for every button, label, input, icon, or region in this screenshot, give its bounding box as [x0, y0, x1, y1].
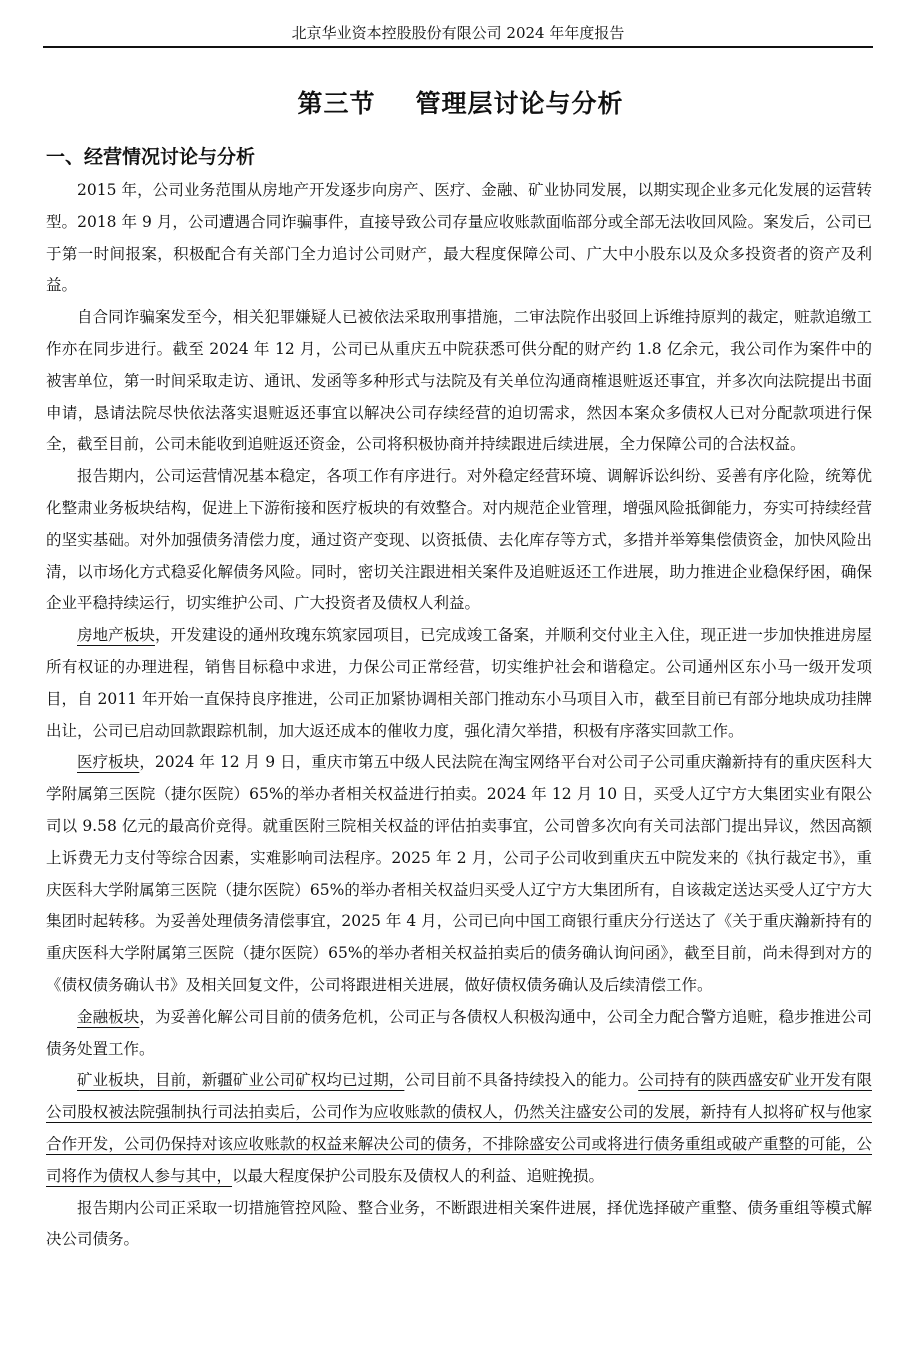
paragraph-finance: [46, 1002, 872, 1066]
paragraph-text: ，2024 年 12 月 9 日，重庆市第五中级人民法院在淘宝网络平台对公司子公司重庆瀚新持有的重庆医科大学附属第三医院（捷尔医院）65%的举办者相关权益进行拍卖。2024 年 12 月 10 日，买受人辽宁方大集团实业有限公司以 9.58 亿元的最高价竞得。就重医附三院相关权益的评估拍卖事宜，公司曾多次向有关司法部门提出异议，然因高额上诉费无力支付等综合因素，实难影响司法程序。2025 年 2 月，公司子公司收到重庆五中院发来的《执行裁定书》，重庆医科大学附属第三医院（捷尔医院）65%的举办者相关权益归买受人辽宁方大集团所有，自该裁定送达买受人辽宁方大集团时起转移。为妥善处理债务清偿事宜，2025 年 4 月，公司已向中国工商银行重庆分行送达了《关于重庆瀚新持有的重庆医科大学附属第三医院（捷尔医院）65%的举办者相关权益拍卖后的债务确认询问函》，截至目前，尚未得到对方的《债权债务确认书》及相关回复文件，公司将跟进相关进展，做好债权债务确认及后续清偿工作。: [46, 753, 872, 994]
section-title: [0, 84, 921, 120]
paragraph-real-estate: [46, 620, 872, 747]
section-name: 管理层讨论与分析: [415, 89, 624, 118]
paragraph-text: ，为妥善化解公司目前的债务危机，公司正与各债权人积极沟通中，公司全力配合警方追赃，稳步推进公司债务处置工作。: [46, 1007, 872, 1058]
underlined-text: ，目前，新疆矿业公司矿权均已过期，: [139, 1071, 405, 1090]
paragraph: 2015 年，公司业务范围从房地产开发逐步向房产、医疗、金融、矿业协同发展，以期实现企业多元化发展的运营转型。2018 年 9 月，公司遭遇合同诈骗事件，直接导致公司存量应收账款面临部分或全部无法收回风险。案发后，公司已于第一时间报案，积极配合有关部门全力追讨公司财产，最大程度保障公司、广大中小股东以及众多投资者的资产及利益。: [46, 181, 872, 295]
underlined-text: 公司持有的陕西盛安矿业开发有限公司股权被法院强制执行司法拍卖后，公司作为应收账款的债权人，仍然关注盛安公司的发展，新持有人拟将矿权与他家合作开发，公司仍保持对该应收账款的权益来解决公司的债务，不排除盛安公司或将进行债务重组或破产重整的可能，公司将作为债权人参与其中，: [46, 1071, 872, 1185]
section-number: 第三节: [297, 89, 376, 118]
segment-label-finance: 金融板块: [77, 1007, 140, 1026]
header-rule: [43, 46, 873, 48]
subsection-heading: 一、经营情况讨论与分析: [46, 146, 256, 168]
paragraph-text: 以最大程度保护公司股东及债权人的利益、追赃挽损。: [232, 1166, 605, 1185]
segment-label-real-estate: 房地产板块: [77, 626, 155, 645]
running-header: 北京华业资本控股股份有限公司 2024 年年度报告: [291, 24, 625, 42]
paragraph-text: ，开发建设的通州玫瑰东筑家园项目，已完成竣工备案，并顺利交付业主入住，现正进一步加快推进房屋所有权证的办理进程，销售目标稳中求进，力保公司正常经营，切实维护社会和谐稳定。公司通州区东小马一级开发项目，自 2011 年开始一直保持良序推进，公司正加紧协调相关部门推动东小马项目入市，截至目前已有部分地块成功挂牌出让，公司已启动回款跟踪机制，加大返还成本的催收力度，强化清欠举措，积极有序落实回款工作。: [46, 626, 872, 740]
paragraph-mining: [46, 1065, 872, 1192]
paragraph: 自合同诈骗案发至今，相关犯罪嫌疑人已被依法采取刑事措施，二审法院作出驳回上诉维持原判的裁定，赃款追缴工作亦在同步进行。截至 2024 年 12 月，公司已从重庆五中院获悉可供分配的财产约 1.8 亿余元，我公司作为案件中的被害单位，第一时间采取走访、通讯、发函等多种形式与法院及有关单位沟通商榷退赃返还事宜，并多次向法院提出书面申请，恳请法院尽快依法落实退赃返还事宜以解决公司存续经营的迫切需求，然因本案众多债权人已对分配款项进行保全，截至目前，公司未能收到追赃返还资金，公司将积极协商并持续跟进后续进展，全力保障公司的合法权益。: [46, 308, 872, 454]
paragraph-text: 公司目前不具备持续投入的能力。: [404, 1071, 639, 1090]
paragraph-medical: [46, 747, 872, 1001]
segment-label-mining: 矿业板块: [77, 1071, 140, 1090]
body-text: [46, 175, 872, 1256]
paragraph: 报告期内，公司运营情况基本稳定，各项工作有序进行。对外稳定经营环境、调解诉讼纠纷、妥善有序化险，统筹优化整肃业务板块结构，促进上下游衔接和医疗板块的有效整合。对内规范企业管理，增强风险抵御能力，夯实可持续经营的坚实基础。对外加强债务清偿力度，通过资产变现、以资抵债、去化库存等方式，多措并举筹集偿债资金，加快风险出清，以市场化方式稳妥化解债务风险。同时，密切关注跟进相关案件及追赃返还工作进展，助力推进企业稳保纾困，确保企业平稳持续运行，切实维护公司、广大投资者及债权人利益。: [46, 467, 872, 613]
segment-label-medical: 医疗板块: [77, 753, 140, 772]
paragraph: 报告期内公司正采取一切措施管控风险、整合业务，不断跟进相关案件进展，择优选择破产重整、债务重组等模式解决公司债务。: [46, 1198, 872, 1249]
